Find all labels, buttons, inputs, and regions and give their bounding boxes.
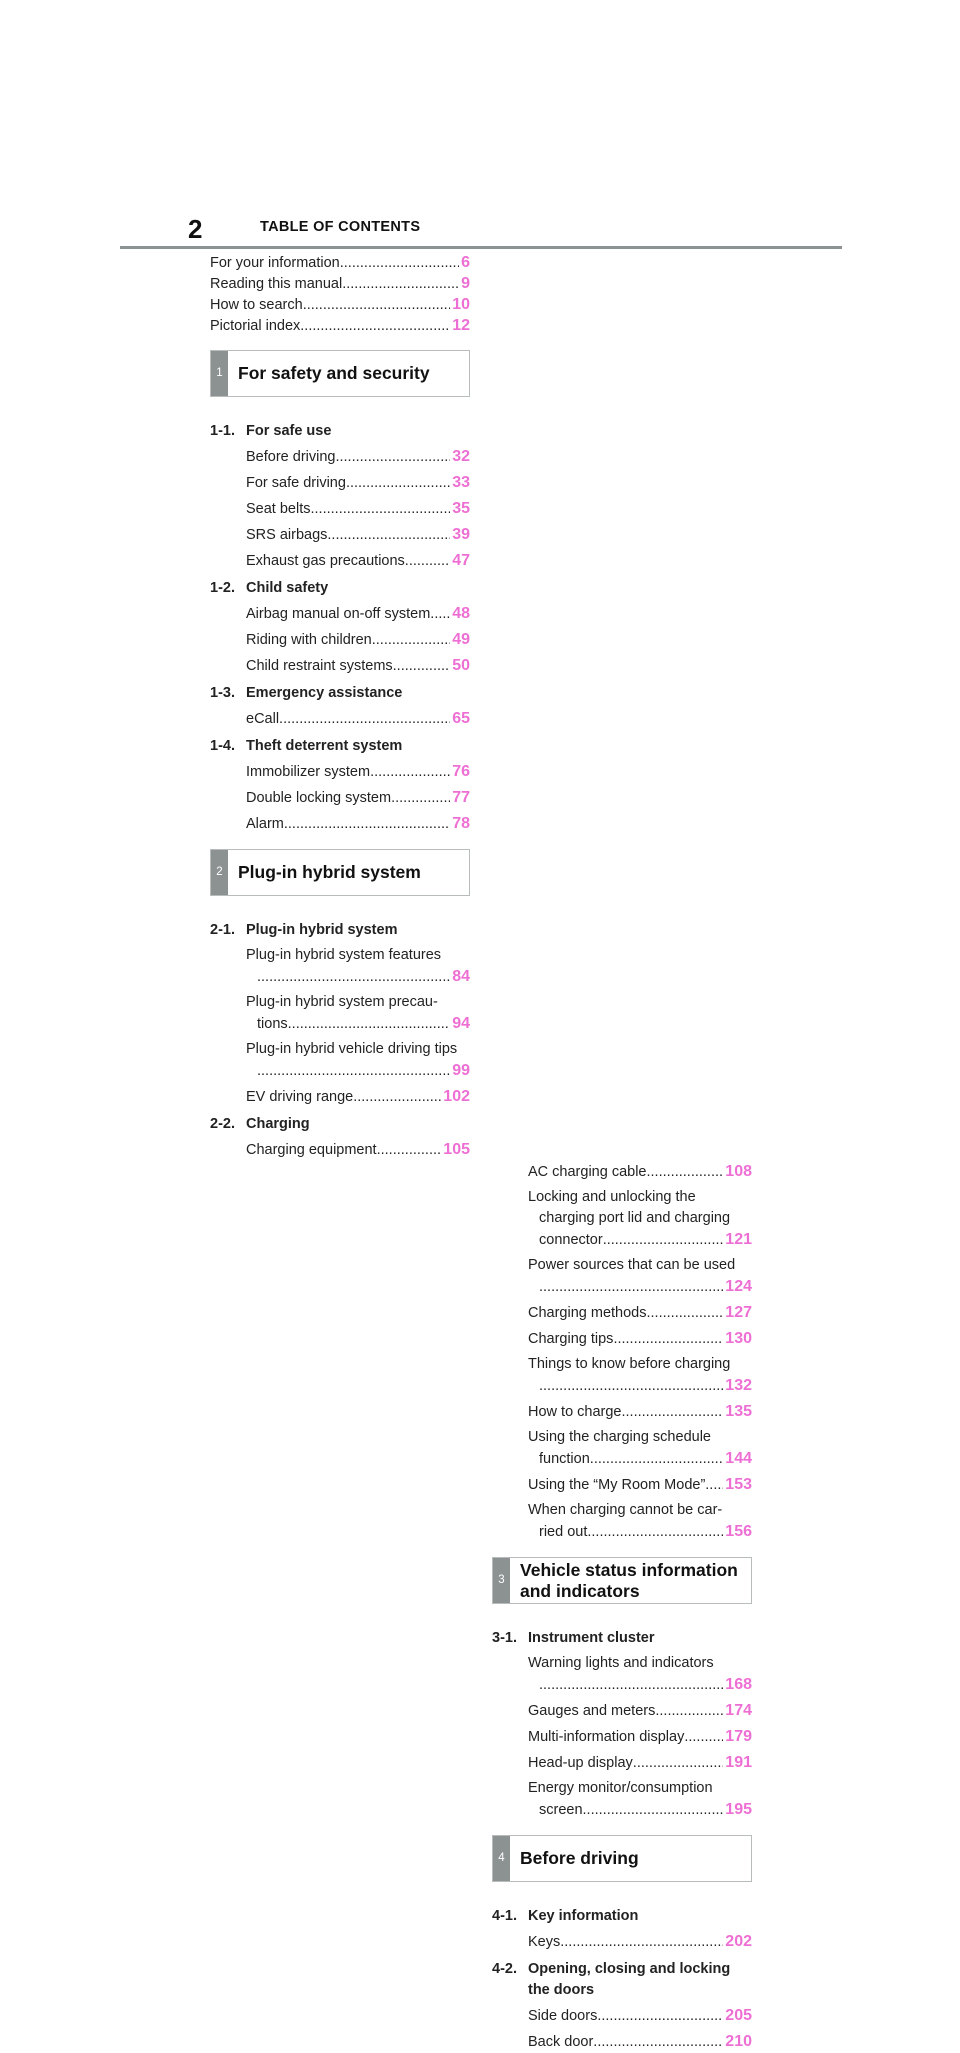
toc-entry[interactable]: Plug-in hybrid system precau- tions ..... 94 [210,992,470,1035]
page-link[interactable]: 33 [452,474,470,491]
page-link[interactable]: 10 [452,296,470,313]
page-link[interactable]: 191 [725,1754,752,1771]
page-link[interactable]: 144 [725,1450,752,1467]
toc-entry[interactable]: Side doors ..... 205 [492,2005,752,2027]
page-link[interactable]: 65 [452,710,470,727]
toc-entry[interactable]: How to search ..... 10 [210,294,470,315]
page-link[interactable]: 210 [725,2033,752,2050]
page-link[interactable]: 35 [452,500,470,517]
page-link[interactable]: 168 [725,1676,752,1693]
page-link[interactable]: 49 [452,631,470,648]
chapter-title: Vehicle status information and indicators [520,1559,738,1601]
page-link[interactable]: 108 [725,1163,752,1180]
page-link[interactable]: 39 [452,526,470,543]
toc-entry[interactable]: For safe driving ..... 33 [210,472,470,494]
page-number: 2 [188,214,203,244]
toc-right-column [492,1161,752,2053]
page-link[interactable]: 9 [461,275,470,292]
toc-entry[interactable]: When charging cannot be car- ried out ..... 156 [492,1500,752,1543]
toc-entry[interactable]: Head-up display ..... 191 [492,1752,752,1774]
toc-entry[interactable]: Warning lights and indicators ..... 168 [492,1653,752,1696]
section-heading: 3-1. Instrument cluster [492,1630,655,1646]
page-header [120,210,842,249]
toc-entry[interactable]: eCall ..... 65 [210,708,470,730]
toc-entry[interactable]: Things to know before charging ..... 132 [492,1354,752,1397]
toc-entry[interactable]: Keys ..... 202 [492,1931,752,1953]
page-link[interactable]: 205 [725,2007,752,2024]
page-link[interactable]: 6 [461,254,470,271]
page-link[interactable]: 102 [443,1088,470,1105]
toc-entry[interactable]: Using the charging schedule function ..... 144 [492,1427,752,1470]
toc-entry[interactable]: Exhaust gas precautions ..... 47 [210,550,470,572]
toc-entry[interactable]: Airbag manual on-off system ..... 48 [210,603,470,625]
chapter-title: Plug-in hybrid system [238,862,421,882]
toc-entry[interactable]: Power sources that can be used ..... 124 [492,1255,752,1298]
page-link[interactable]: 50 [452,657,470,674]
section-heading: 4-1. Key information [492,1908,639,1924]
page-link[interactable]: 48 [452,605,470,622]
page-link[interactable]: 127 [725,1304,752,1321]
page-link[interactable]: 132 [725,1377,752,1394]
chapter-heading-4[interactable] [492,1835,752,1882]
toc-entry[interactable]: Plug-in hybrid vehicle driving tips ..... 99 [210,1039,470,1082]
chapter-heading-2[interactable] [210,849,470,896]
header-title: TABLE OF CONTENTS [260,219,421,235]
section-heading: 1-2. Child safety [210,580,329,596]
page-link[interactable]: 130 [725,1330,752,1347]
page-link[interactable]: 78 [452,815,470,832]
toc-entry[interactable]: EV driving range ..... 102 [210,1086,470,1108]
toc-entry[interactable]: Charging tips ..... 130 [492,1328,752,1350]
chapter-tab: 1 [211,351,228,396]
page-link[interactable]: 153 [725,1476,752,1493]
page-link[interactable]: 77 [452,789,470,806]
section-heading: 1-4. Theft deterrent system [210,738,403,754]
toc-entry[interactable]: Alarm ..... 78 [210,813,470,835]
section-heading: 4-2. Opening, closing and locking the doors [492,1961,731,1998]
toc-entry[interactable]: Charging methods ..... 127 [492,1302,752,1324]
chapter-tab: 2 [211,850,228,895]
toc-entry[interactable]: Charging equipment ..... 105 [210,1139,470,1161]
page-link[interactable]: 76 [452,763,470,780]
toc-entry[interactable]: Energy monitor/consumption screen ..... 195 [492,1778,752,1821]
toc-entry[interactable]: Reading this manual ..... 9 [210,273,470,294]
toc-entry[interactable]: Gauges and meters ..... 174 [492,1700,752,1722]
toc-entry[interactable]: Double locking system ..... 77 [210,787,470,809]
page-link[interactable]: 99 [452,1062,470,1079]
toc-entry[interactable]: Using the “My Room Mode” ..... 153 [492,1474,752,1496]
toc-entry[interactable]: Seat belts ..... 35 [210,498,470,520]
page-link[interactable]: 174 [725,1702,752,1719]
chapter-heading-1[interactable] [210,350,470,397]
page-link[interactable]: 135 [725,1403,752,1420]
page-link[interactable]: 124 [725,1278,752,1295]
page-link[interactable]: 47 [452,552,470,569]
page-link[interactable]: 195 [725,1801,752,1818]
toc-left-column [210,252,470,1161]
page-link[interactable]: 121 [725,1231,752,1248]
toc-entry[interactable]: Child restraint systems ..... 50 [210,655,470,677]
chapter-title: For safety and security [238,363,430,383]
toc-entry[interactable]: Back door ..... 210 [492,2031,752,2053]
chapter-tab: 4 [493,1836,510,1881]
toc-entry[interactable]: How to charge ..... 135 [492,1401,752,1423]
toc-entry[interactable]: Plug-in hybrid system features ..... 84 [210,945,470,988]
page-link[interactable]: 105 [443,1141,470,1158]
page-link[interactable]: 32 [452,448,470,465]
page-link[interactable]: 12 [452,317,470,334]
toc-entry[interactable]: AC charging cable ..... 108 [492,1161,752,1183]
chapter-tab: 3 [493,1558,510,1603]
toc-entry[interactable]: Locking and unlocking the charging port lid and charging connector ..... 121 [492,1187,752,1251]
page-link[interactable]: 202 [725,1933,752,1950]
page-link[interactable]: 179 [725,1728,752,1745]
page-link[interactable]: 84 [452,968,470,985]
toc-entry[interactable]: Multi-information display ..... 179 [492,1726,752,1748]
toc-entry[interactable]: Before driving ..... 32 [210,446,470,468]
toc-entry[interactable]: Riding with children ..... 49 [210,629,470,651]
page-link[interactable]: 156 [725,1523,752,1540]
section-heading: 2-2. Charging [210,1116,310,1132]
section-heading: 1-3. Emergency assistance [210,685,403,701]
page-link[interactable]: 94 [452,1015,470,1032]
toc-entry[interactable]: SRS airbags ..... 39 [210,524,470,546]
toc-entry[interactable]: Immobilizer system ..... 76 [210,761,470,783]
toc-entry[interactable]: For your information ..... 6 [210,252,470,273]
chapter-heading-3[interactable] [492,1557,752,1604]
section-heading: 2-1. Plug-in hybrid system [210,922,398,938]
section-heading: 1-1. For safe use [210,423,332,439]
toc-entry[interactable]: Pictorial index ..... 12 [210,315,470,336]
chapter-title: Before driving [520,1848,639,1868]
